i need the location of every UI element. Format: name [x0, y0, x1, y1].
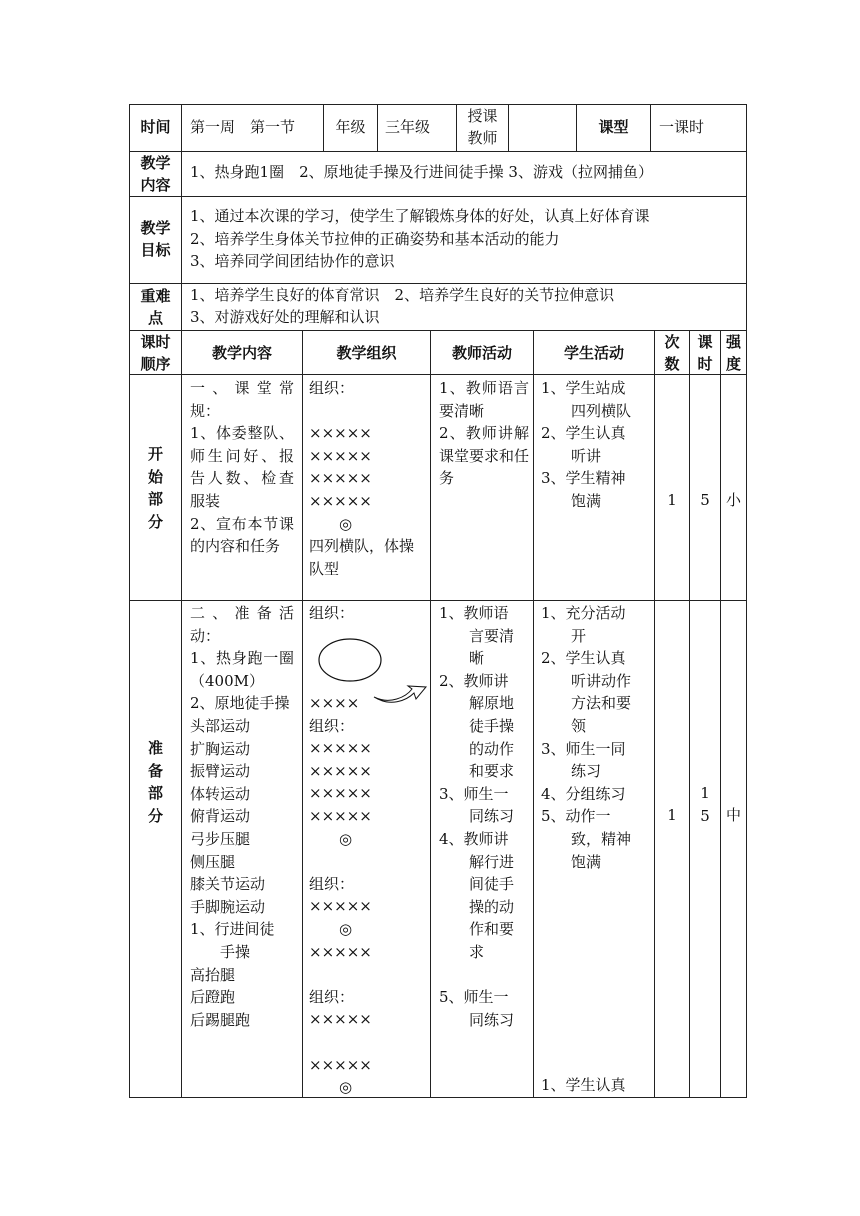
- section-prep-teacher: 1、教师语 言要清 晰 2、教师讲 解原地 徒手操 的动作 和要求 3、师生一 同练习 4、教师讲 解行进 间徒手 操的动 作和要 求 5、师生一 同练习: [439, 604, 515, 1029]
- section-prep-intensity: 中: [725, 806, 741, 824]
- col-header-times: 次 数: [664, 333, 680, 373]
- goal-line: 2、培养学生身体关节拉伸的正确姿势和基本活动的能力: [190, 229, 560, 248]
- section-start-period: 5: [700, 491, 710, 509]
- col-header-content: 教学内容: [211, 344, 272, 362]
- section-prep-period: 1 5: [700, 784, 710, 825]
- section-prep-label: 准 备 部 分: [147, 739, 163, 825]
- table-border-bottom: [129, 1097, 747, 1098]
- col-divider: [533, 330, 534, 1097]
- col-header-teacher: 教师活动: [451, 344, 512, 362]
- type-label: 课型: [598, 118, 629, 136]
- section-start-label: 开 始 部 分: [147, 445, 163, 531]
- section-prep-content: 二、准备活动： 1、热身跑一圈（400M） 2、原地徒手操 头部运动 扩胸运动 振臂运动 体转运动 俯背运动 弓步压腿 侧压腿 膝关节运动 手脚腕运动 1、行进间徒 手操 高抬腿 后蹬跑 后踢腿跑: [190, 604, 294, 1029]
- col-divider: [654, 330, 655, 1097]
- col-divider: [720, 330, 721, 1097]
- content-label: 教学 内容: [140, 154, 171, 194]
- col-divider: [689, 330, 690, 1097]
- col-divider: [377, 104, 378, 151]
- col-header-order: 课时 顺序: [140, 333, 171, 373]
- section-prep-organization: ×××× 组织： ××××× ××××× ××××× ××××× ◎ 组织： ××××× ◎ ××××× 组织： ××××× ××××× ◎: [309, 694, 372, 1097]
- section-start-intensity: 小: [725, 491, 741, 509]
- section-prep-student: 1、充分活动 开 2、学生认真 听讲动作 方法和要 领 3、师生一同 练习 4、分组练习 5、动作一 致，精神 饱满: [541, 604, 632, 871]
- section-start-content: 一、课堂常规： 1、体委整队、师生问好、报告人数、检查服装 2、宣布本节课的内容和任务: [190, 379, 294, 556]
- type-value: 一课时: [659, 118, 705, 136]
- col-divider: [508, 104, 509, 151]
- table-border-top: [129, 104, 747, 105]
- goal-line: 1、通过本次课的学习，使学生了解锻炼身体的好处，认真上好体育课: [190, 207, 650, 225]
- row-divider: [129, 196, 747, 197]
- col-header-period: 课 时: [697, 333, 713, 373]
- section-start-teacher: 1、教师语言要清晰 2、教师讲解课堂要求和任务: [439, 379, 530, 488]
- section-prep-organization-title: 组织：: [309, 604, 355, 622]
- section-start-organization: 组织： ××××× ××××× ××××× ××××× ◎ 四列横队，体操队型: [309, 379, 415, 578]
- teacher-label: 授课 教师: [467, 107, 498, 147]
- section-start-times: 1: [667, 491, 677, 509]
- keypoint-line: 3、对游戏好处的理解和认识: [190, 308, 380, 326]
- col-divider: [430, 330, 431, 1097]
- keypoint-line: 1、培养学生良好的体育常识 2、培养学生良好的关节拉伸意识: [190, 286, 615, 304]
- content-text: 1、热身跑1圈 2、原地徒手操及行进间徒手操 3、游戏（拉网捕鱼）: [190, 163, 653, 181]
- col-divider: [650, 104, 651, 151]
- col-header-organization: 教学组织: [336, 344, 397, 362]
- col-header-student: 学生活动: [563, 344, 624, 362]
- goals-label: 教学 目标: [140, 219, 171, 259]
- col-divider: [181, 104, 182, 330]
- col-divider: [302, 330, 303, 1097]
- col-divider: [181, 330, 182, 1097]
- col-header-intensity: 强 度: [725, 333, 741, 373]
- section-prep-student-continued: 1、学生认真: [541, 1076, 626, 1094]
- track-oval: [319, 639, 381, 681]
- time-value: 第一周 第一节: [190, 118, 296, 136]
- grade-label: 年级: [335, 118, 366, 136]
- section-start-student: 1、学生站成 四列横队 2、学生认真 听讲 3、学生精神 饱满: [541, 379, 632, 510]
- keypoints-text: [190, 284, 746, 328]
- section-prep-times: 1: [667, 806, 677, 824]
- goals-text: [190, 205, 746, 273]
- grade-value: 三年级: [385, 118, 431, 136]
- row-divider: [129, 151, 747, 152]
- keypoints-label: 重难 点: [140, 287, 171, 327]
- time-label: 时间: [140, 118, 171, 136]
- goal-line: 3、培养同学间团结协作的意识: [190, 252, 395, 271]
